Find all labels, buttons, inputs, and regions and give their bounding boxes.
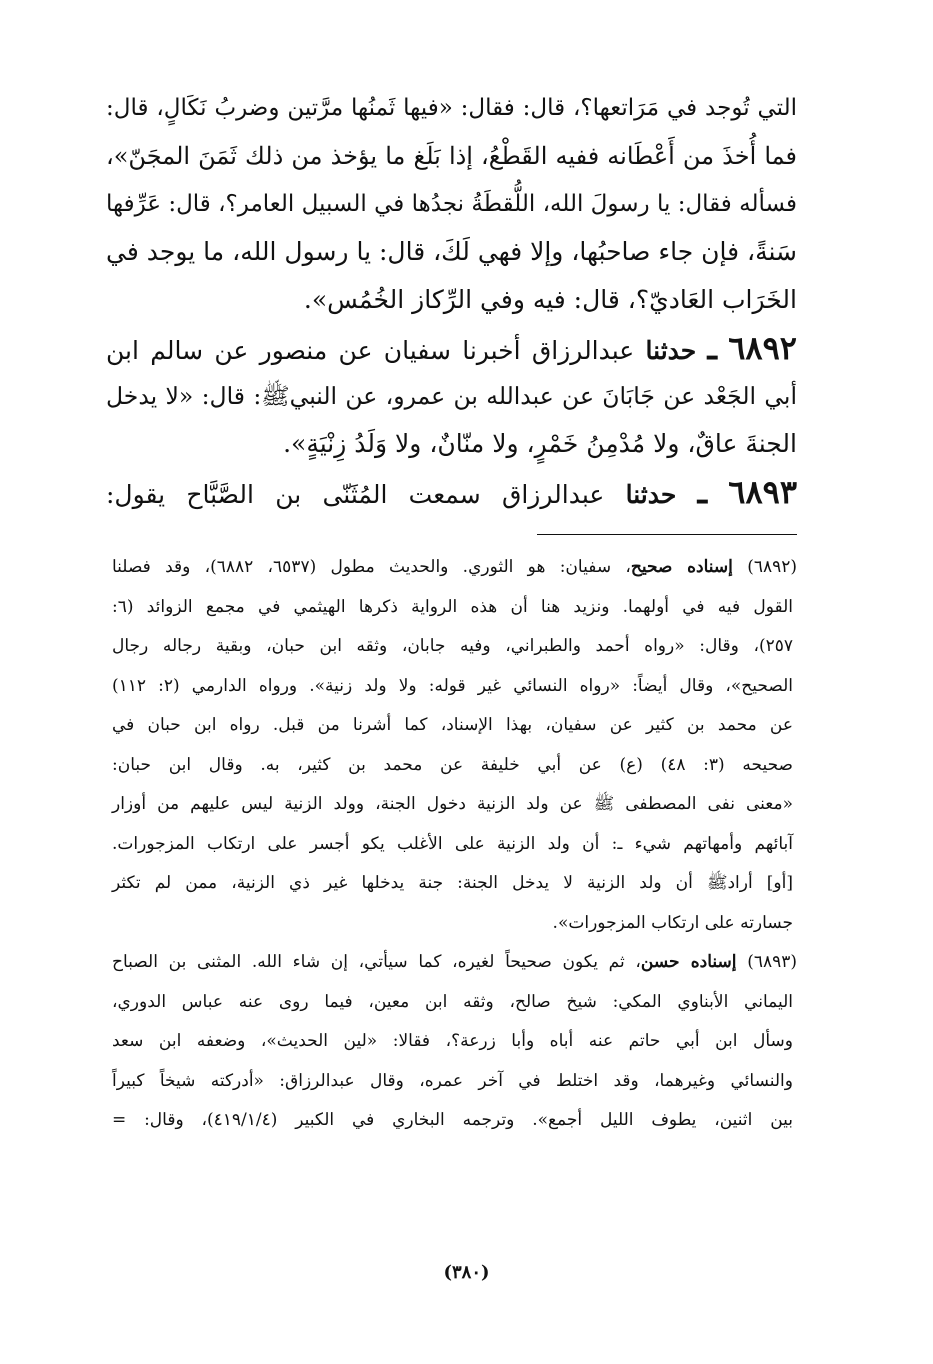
- note-grade: إسناده صحيح: [630, 557, 733, 577]
- hadith-text: عبدالرزاق سمعت المُثَنّى بن الصَّبَّاح يقول:: [106, 480, 605, 509]
- hadith-dash: ـ: [707, 329, 717, 367]
- main-line: التي تُوجد في مَرَاتعها؟، قال: فقال: «فيها ثَمنُها مرَّتين وضربُ نَكَالٍ، قال:: [106, 95, 797, 121]
- footnotes: [112, 548, 797, 1141]
- footnote-separator: [537, 534, 797, 535]
- hadith-text: عبدالرزاق أخبرنا سفيان عن منصور عن سالم ابن: [106, 336, 635, 365]
- main-text: [106, 84, 797, 516]
- note-6893-line-1: [112, 943, 797, 983]
- note-text: ، ثم يكون صحيحاً لغيره، كما سيأتي، إن شاء الله. المثنى بن الصباح: [112, 952, 641, 972]
- note-line: وسأل ابن أبي حاتم عنه أباه وأبا زرعة؟، فقالا: «لين الحديث»، وضعفه ابن سعد: [112, 1031, 793, 1051]
- main-line: الخَرَاب العَاديّ؟، قال: فيه وفي الرِّكاز الخُمُس».: [303, 285, 797, 314]
- hadith-number: ٦٨٩٢: [728, 329, 797, 367]
- note-number: (٦٨٩٣): [747, 952, 797, 972]
- note-number: (٦٨٩٢): [747, 557, 797, 577]
- main-line: فما أُخذَ من أَعْطَانه ففيه القَطْعُ، إذا بَلَغ ما يؤخذ من ذلك ثَمَنَ المجَنّ»،: [106, 142, 797, 170]
- hadith-keyword: حدثنا: [645, 336, 697, 365]
- main-line: فسأله فقال: يا رسولَ الله، اللُّقطَةُ نجدُها في السبيل العامر؟، قال: عَرِّفها: [106, 191, 797, 217]
- page-number: (٣٨٠): [443, 1262, 490, 1283]
- hadith-6892-line-1: [106, 324, 797, 372]
- main-line: سَنةً، فإن جاء صاحبُها، وإلا فهي لَكَ، قال: يا رسول الله، ما يوجد في: [106, 237, 797, 266]
- note-line: [أو] أرادﷺ أن ولد الزنية لا يدخل الجنة: جنة يدخلها غير ذي الزنية، ممن لم تكثر: [112, 873, 793, 893]
- note-line: عن محمد بن كثير عن سفيان، بهذا الإسناد، كما أشرنا من قبل. رواه ابن حبان في: [112, 715, 793, 735]
- note-6892-line-1: [112, 548, 797, 588]
- hadith-6892-line-3: الجنةَ عاقٌ، ولا مُدْمِنُ خَمْرٍ، ولا منّانٌ، ولا وَلَدُ زِنْيَةٍ».: [283, 429, 797, 458]
- hadith-keyword: حدثنا: [625, 480, 677, 509]
- note-grade: إسناده حسن: [640, 952, 737, 972]
- hadith-6892-line-2: أبي الجَعْد عن جَابَانَ عن عبدالله بن عمرو، عن النبيﷺ: قال: «لا يدخل: [106, 382, 797, 410]
- note-line: ٢٥٧)، وقال: «رواه أحمد والطبراني، وفيه جابان، وثقه ابن حبان، وبقية رجاله رجال: [112, 636, 793, 656]
- note-line: بين اثنين، يطوف الليل أجمع». وترجمه البخاري في الكبير (٤١٩/١/٤)، وقال: =: [112, 1110, 793, 1130]
- hadith-dash: ـ: [697, 473, 707, 511]
- note-line: آبائهم وأمهاتهم شيء ـ: أن ولد الزنية على الأغلب يكو أجسر على ارتكاب المزجورات.: [112, 833, 793, 854]
- note-line: القول فيه في أولهما. ونزيد هنا أن هذه الرواية ذكرها الهيثمي في مجمع الزوائد (٦:: [112, 596, 793, 617]
- note-line: جسارته على ارتكاب المزجورات».: [552, 912, 793, 933]
- note-line: صحيحه (٣: ٤٨) (ع) عن أبي خليفة عن محمد بن كثير، به. وقال ابن حبان:: [112, 754, 793, 775]
- note-line: «معنى نفى المصطفى ﷺ عن ولد الزنية دخول الجنة، وولد الزنية ليس عليهم من أوزار: [112, 794, 793, 814]
- note-line: اليماني الأبناوي المكي: شيخ صالح، وثقه ابن معين، فيما روى عنه عباس الدوري،: [112, 991, 793, 1012]
- note-line: الصحيح»، وقال أيضاً: «رواه النسائي غير قوله: ولا ولد زنية». ورواه الدارمي (٢: ١١٢): [112, 675, 793, 696]
- hadith-6893-line-1: [106, 468, 797, 516]
- hadith-number: ٦٨٩٣: [728, 473, 797, 511]
- note-text: ، سفيان: هو الثوري. والحديث مطول (٦٥٣٧، ٦٨٨٢)، وقد فصلنا: [112, 557, 631, 577]
- note-line: والنسائي وغيرهما، وقد اختلط في آخر عمره، وقال عبدالرزاق: «أدركته شيخاً كبيراً: [112, 1070, 793, 1091]
